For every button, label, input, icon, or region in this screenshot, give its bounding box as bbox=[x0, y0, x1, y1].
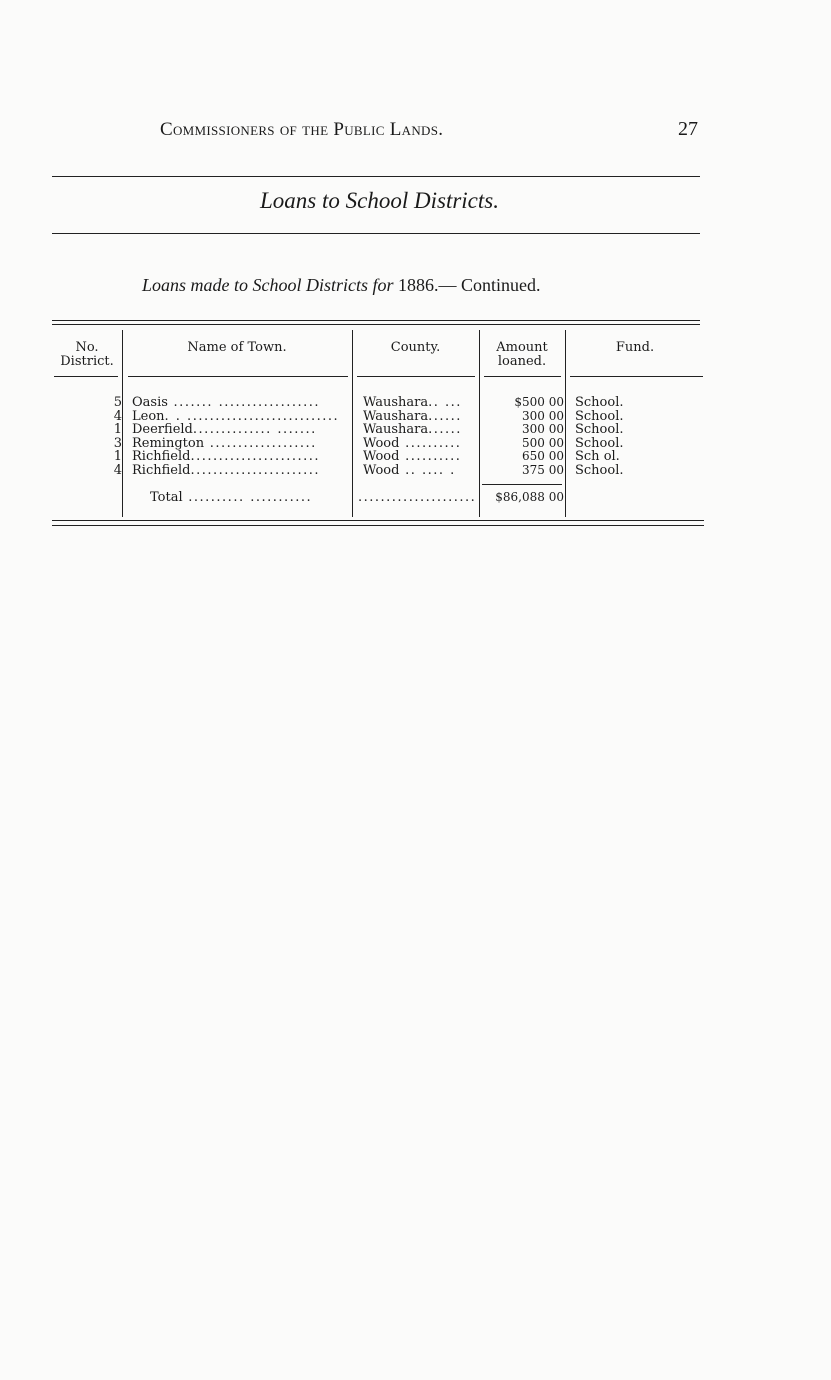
cell-county bbox=[363, 410, 477, 424]
header-amount bbox=[479, 341, 565, 369]
table-top-rule-2 bbox=[52, 324, 700, 325]
cell-amount: 375 00 bbox=[522, 463, 564, 477]
cell-amount: 300 00 bbox=[522, 408, 564, 423]
cell-town bbox=[132, 437, 350, 451]
cell-town-name: Remington bbox=[132, 436, 205, 451]
cell-town-name: Deerfield bbox=[132, 423, 193, 437]
leader-dots: .......... bbox=[399, 436, 462, 451]
leader-dots: .. ... bbox=[428, 396, 462, 410]
cell-town-name: Richfield bbox=[132, 464, 191, 478]
header-county: County. bbox=[390, 340, 441, 355]
header-fund: Fund. bbox=[615, 340, 655, 355]
cell-town bbox=[132, 396, 350, 410]
total-rule bbox=[482, 484, 562, 485]
total-county-dots: ..................... bbox=[358, 490, 476, 505]
cell-district-no: 3 bbox=[113, 435, 122, 451]
header-no-line2: District. bbox=[60, 354, 114, 369]
header-no bbox=[52, 341, 122, 369]
cell-fund: Sch ol. bbox=[575, 449, 620, 465]
cell-town bbox=[132, 464, 350, 478]
table-top-rule bbox=[52, 320, 700, 321]
cell-county bbox=[363, 423, 477, 437]
header-rule bbox=[128, 376, 348, 377]
cell-district-no: 1 bbox=[113, 422, 122, 438]
cell-fund: School. bbox=[575, 463, 624, 478]
table-bottom-rule bbox=[52, 520, 704, 521]
cell-county-name: Waushara bbox=[363, 396, 429, 410]
leader-dots: .............. ....... bbox=[192, 423, 317, 437]
cell-town bbox=[132, 423, 350, 437]
header-rule bbox=[357, 376, 475, 377]
section-rule bbox=[52, 233, 700, 234]
header-rule bbox=[570, 376, 703, 377]
running-head: Commissioners of the Public Lands. bbox=[160, 119, 444, 140]
leader-dots: .......... ........... bbox=[182, 490, 313, 505]
table-caption-italic: Loans made to School Districts for bbox=[142, 275, 394, 295]
header-amount-line2: loaned. bbox=[497, 354, 547, 369]
leader-dots: ...... bbox=[428, 423, 462, 437]
leader-dots: ...... bbox=[428, 409, 462, 424]
cell-town bbox=[132, 450, 350, 464]
leader-dots: . . ........................... bbox=[164, 409, 340, 424]
cell-amount: 650 00 bbox=[522, 449, 564, 464]
cell-county-name: Wood bbox=[363, 436, 400, 451]
column-divider bbox=[122, 330, 123, 517]
header-amount-line1: Amount bbox=[496, 340, 548, 355]
cell-fund: School. bbox=[575, 408, 624, 424]
cell-county-name: Waushara bbox=[363, 423, 429, 437]
leader-dots: ....... .................. bbox=[167, 396, 320, 410]
total-label bbox=[150, 490, 350, 505]
cell-district-no: 4 bbox=[113, 408, 122, 424]
leader-dots: ....................... bbox=[190, 464, 320, 478]
header-rule bbox=[54, 376, 118, 377]
cell-amount: 300 00 bbox=[522, 422, 564, 437]
cell-fund: School. bbox=[575, 395, 624, 410]
cell-county-name: Wood bbox=[363, 450, 400, 464]
header-town: Name of Town. bbox=[187, 340, 287, 355]
total-amount: $86,088 00 bbox=[495, 490, 564, 504]
cell-amount: $500 00 bbox=[514, 395, 564, 409]
cell-town bbox=[132, 410, 350, 424]
cell-town-name: Oasis bbox=[132, 396, 168, 410]
cell-county-name: Wood bbox=[363, 464, 400, 478]
column-divider bbox=[565, 330, 566, 517]
table-caption bbox=[142, 275, 541, 296]
table-caption-roman: 1886.— Continued. bbox=[393, 275, 541, 295]
cell-fund: School. bbox=[575, 422, 624, 438]
cell-county bbox=[363, 464, 477, 478]
top-rule bbox=[52, 176, 700, 177]
cell-county-name: Waushara bbox=[363, 409, 429, 424]
header-rule bbox=[484, 376, 561, 377]
leader-dots: ....................... bbox=[190, 450, 320, 464]
cell-district-no: 4 bbox=[113, 463, 122, 478]
column-divider bbox=[352, 330, 353, 517]
leader-dots: ................... bbox=[204, 436, 317, 451]
cell-county bbox=[363, 396, 477, 410]
leader-dots: .. .... . bbox=[399, 464, 456, 478]
section-title: Loans to School Districts. bbox=[260, 188, 499, 213]
header-no-line1: No. bbox=[75, 340, 99, 355]
leader-dots: .......... bbox=[399, 450, 462, 464]
cell-district-no: 1 bbox=[113, 449, 122, 465]
cell-district-no: 5 bbox=[113, 395, 122, 410]
cell-county bbox=[363, 437, 477, 451]
table-bottom-rule-2 bbox=[52, 525, 704, 526]
page-number: 27 bbox=[678, 118, 698, 140]
total-label-text: Total bbox=[150, 490, 183, 505]
cell-town-name: Richfield bbox=[132, 450, 191, 464]
cell-town-name: Leon bbox=[132, 409, 165, 424]
cell-fund: School. bbox=[575, 435, 624, 451]
cell-amount: 500 00 bbox=[522, 435, 564, 450]
cell-county bbox=[363, 450, 477, 464]
